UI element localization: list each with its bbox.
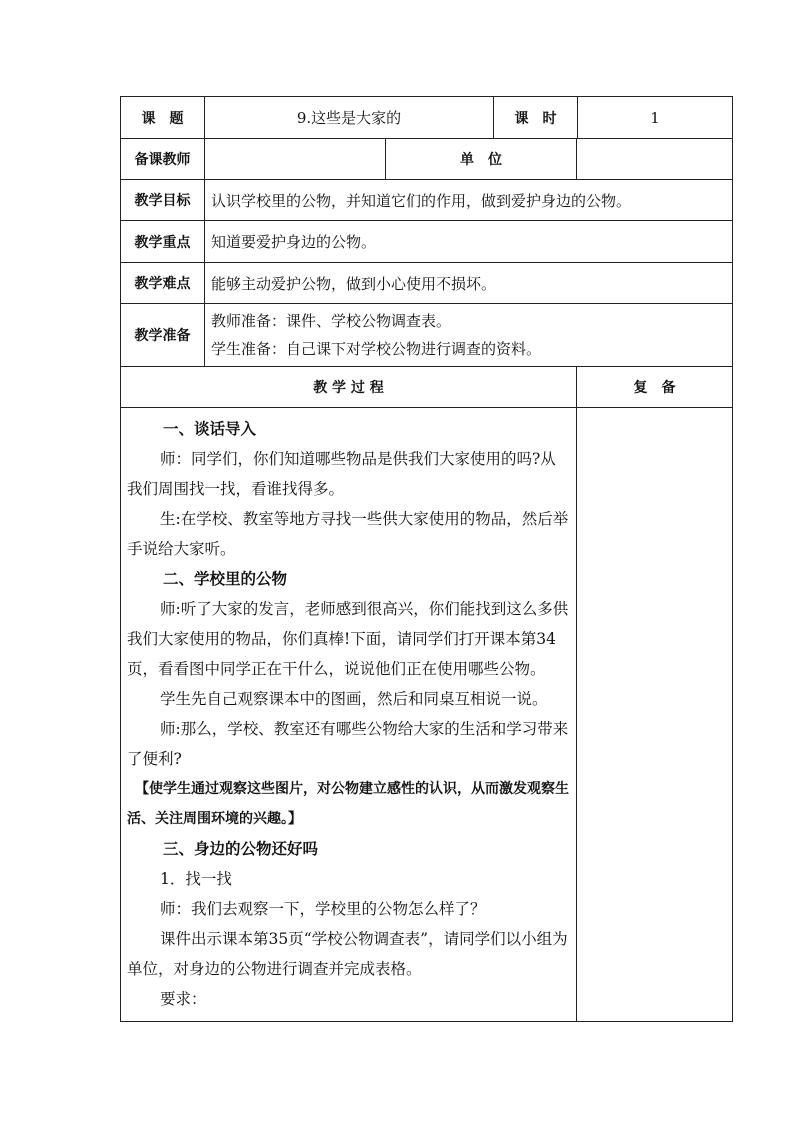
- key-label: 教学重点: [121, 221, 205, 263]
- difficulty-value: 能够主动爱护公物，做到小心使用不损坏。: [205, 263, 733, 304]
- prep-teacher: 教师准备：课件、学校公物调查表。: [211, 312, 452, 330]
- unit-value: [577, 139, 733, 180]
- lesson-plan-table: [120, 96, 733, 1022]
- unit-label: 单 位: [386, 139, 577, 180]
- row-difficulty: [121, 263, 733, 304]
- teaching-note: 【使学生通过观察这些图片，对公物建立感性的认识，从而激发观察生活、关注周围环境的兴趣。】: [127, 781, 569, 827]
- paragraph: 课件出示课本第35页“学校公物调查表”，请同学们以小组为单位，对身边的公物进行调查并完成表格。: [127, 930, 568, 978]
- paragraph: 学生先自己观察课本中的图画，然后和同桌互相说一说。: [160, 690, 548, 708]
- teacher-label: 备课教师: [121, 139, 205, 180]
- row-process-body: [121, 408, 733, 1022]
- review-heading: 复 备: [577, 367, 733, 408]
- row-prep: [121, 304, 733, 367]
- row-goal: [121, 180, 733, 221]
- key-value: 知道要爱护身边的公物。: [205, 221, 733, 263]
- review-notes-cell: [577, 408, 733, 1022]
- lesson-plan-sheet: [120, 96, 732, 1022]
- period-label: 课 时: [494, 97, 578, 139]
- prep-student: 学生准备：自己课下对学校公物进行调查的资料。: [211, 340, 542, 358]
- paragraph: 师：我们去观察一下，学校里的公物怎么样了？: [160, 900, 486, 918]
- process-heading: 教 学 过 程: [121, 367, 577, 408]
- prep-value: [205, 304, 733, 367]
- row-process-header: [121, 367, 733, 408]
- teacher-value: [205, 139, 386, 180]
- row-topic: [121, 97, 733, 139]
- paragraph: 师:那么，学校、教室还有哪些公物给大家的生活和学习带来了便利?: [127, 720, 569, 768]
- topic-value: 9.这些是大家的: [205, 97, 494, 139]
- section-heading: 三、身边的公物还好吗: [163, 840, 319, 858]
- section-heading: 二、学校里的公物: [163, 570, 288, 588]
- period-value: 1: [578, 97, 733, 139]
- section-heading: 一、谈话导入: [163, 420, 257, 438]
- row-key: [121, 221, 733, 263]
- row-teacher: [121, 139, 733, 180]
- paragraph: 要求：: [160, 990, 207, 1008]
- paragraph: 1．找一找: [160, 870, 232, 888]
- paragraph: 师:听了大家的发言，老师感到很高兴，你们能找到这么多供我们大家使用的物品，你们真棒!下面，请同学们打开课本第34页，看看图中同学正在干什么，说说他们正在使用哪些公物。: [127, 600, 569, 678]
- topic-label: 课 题: [121, 97, 205, 139]
- goal-label: 教学目标: [121, 180, 205, 221]
- process-content: [121, 408, 577, 1022]
- paragraph: 生:在学校、教室等地方寻找一些供大家使用的物品，然后举手说给大家听。: [127, 510, 569, 558]
- difficulty-label: 教学难点: [121, 263, 205, 304]
- prep-label: 教学准备: [121, 304, 205, 367]
- goal-value: 认识学校里的公物，并知道它们的作用，做到爱护身边的公物。: [205, 180, 733, 221]
- paragraph: 师：同学们，你们知道哪些物品是供我们大家使用的吗?从我们周围找一找，看谁找得多。: [127, 450, 556, 498]
